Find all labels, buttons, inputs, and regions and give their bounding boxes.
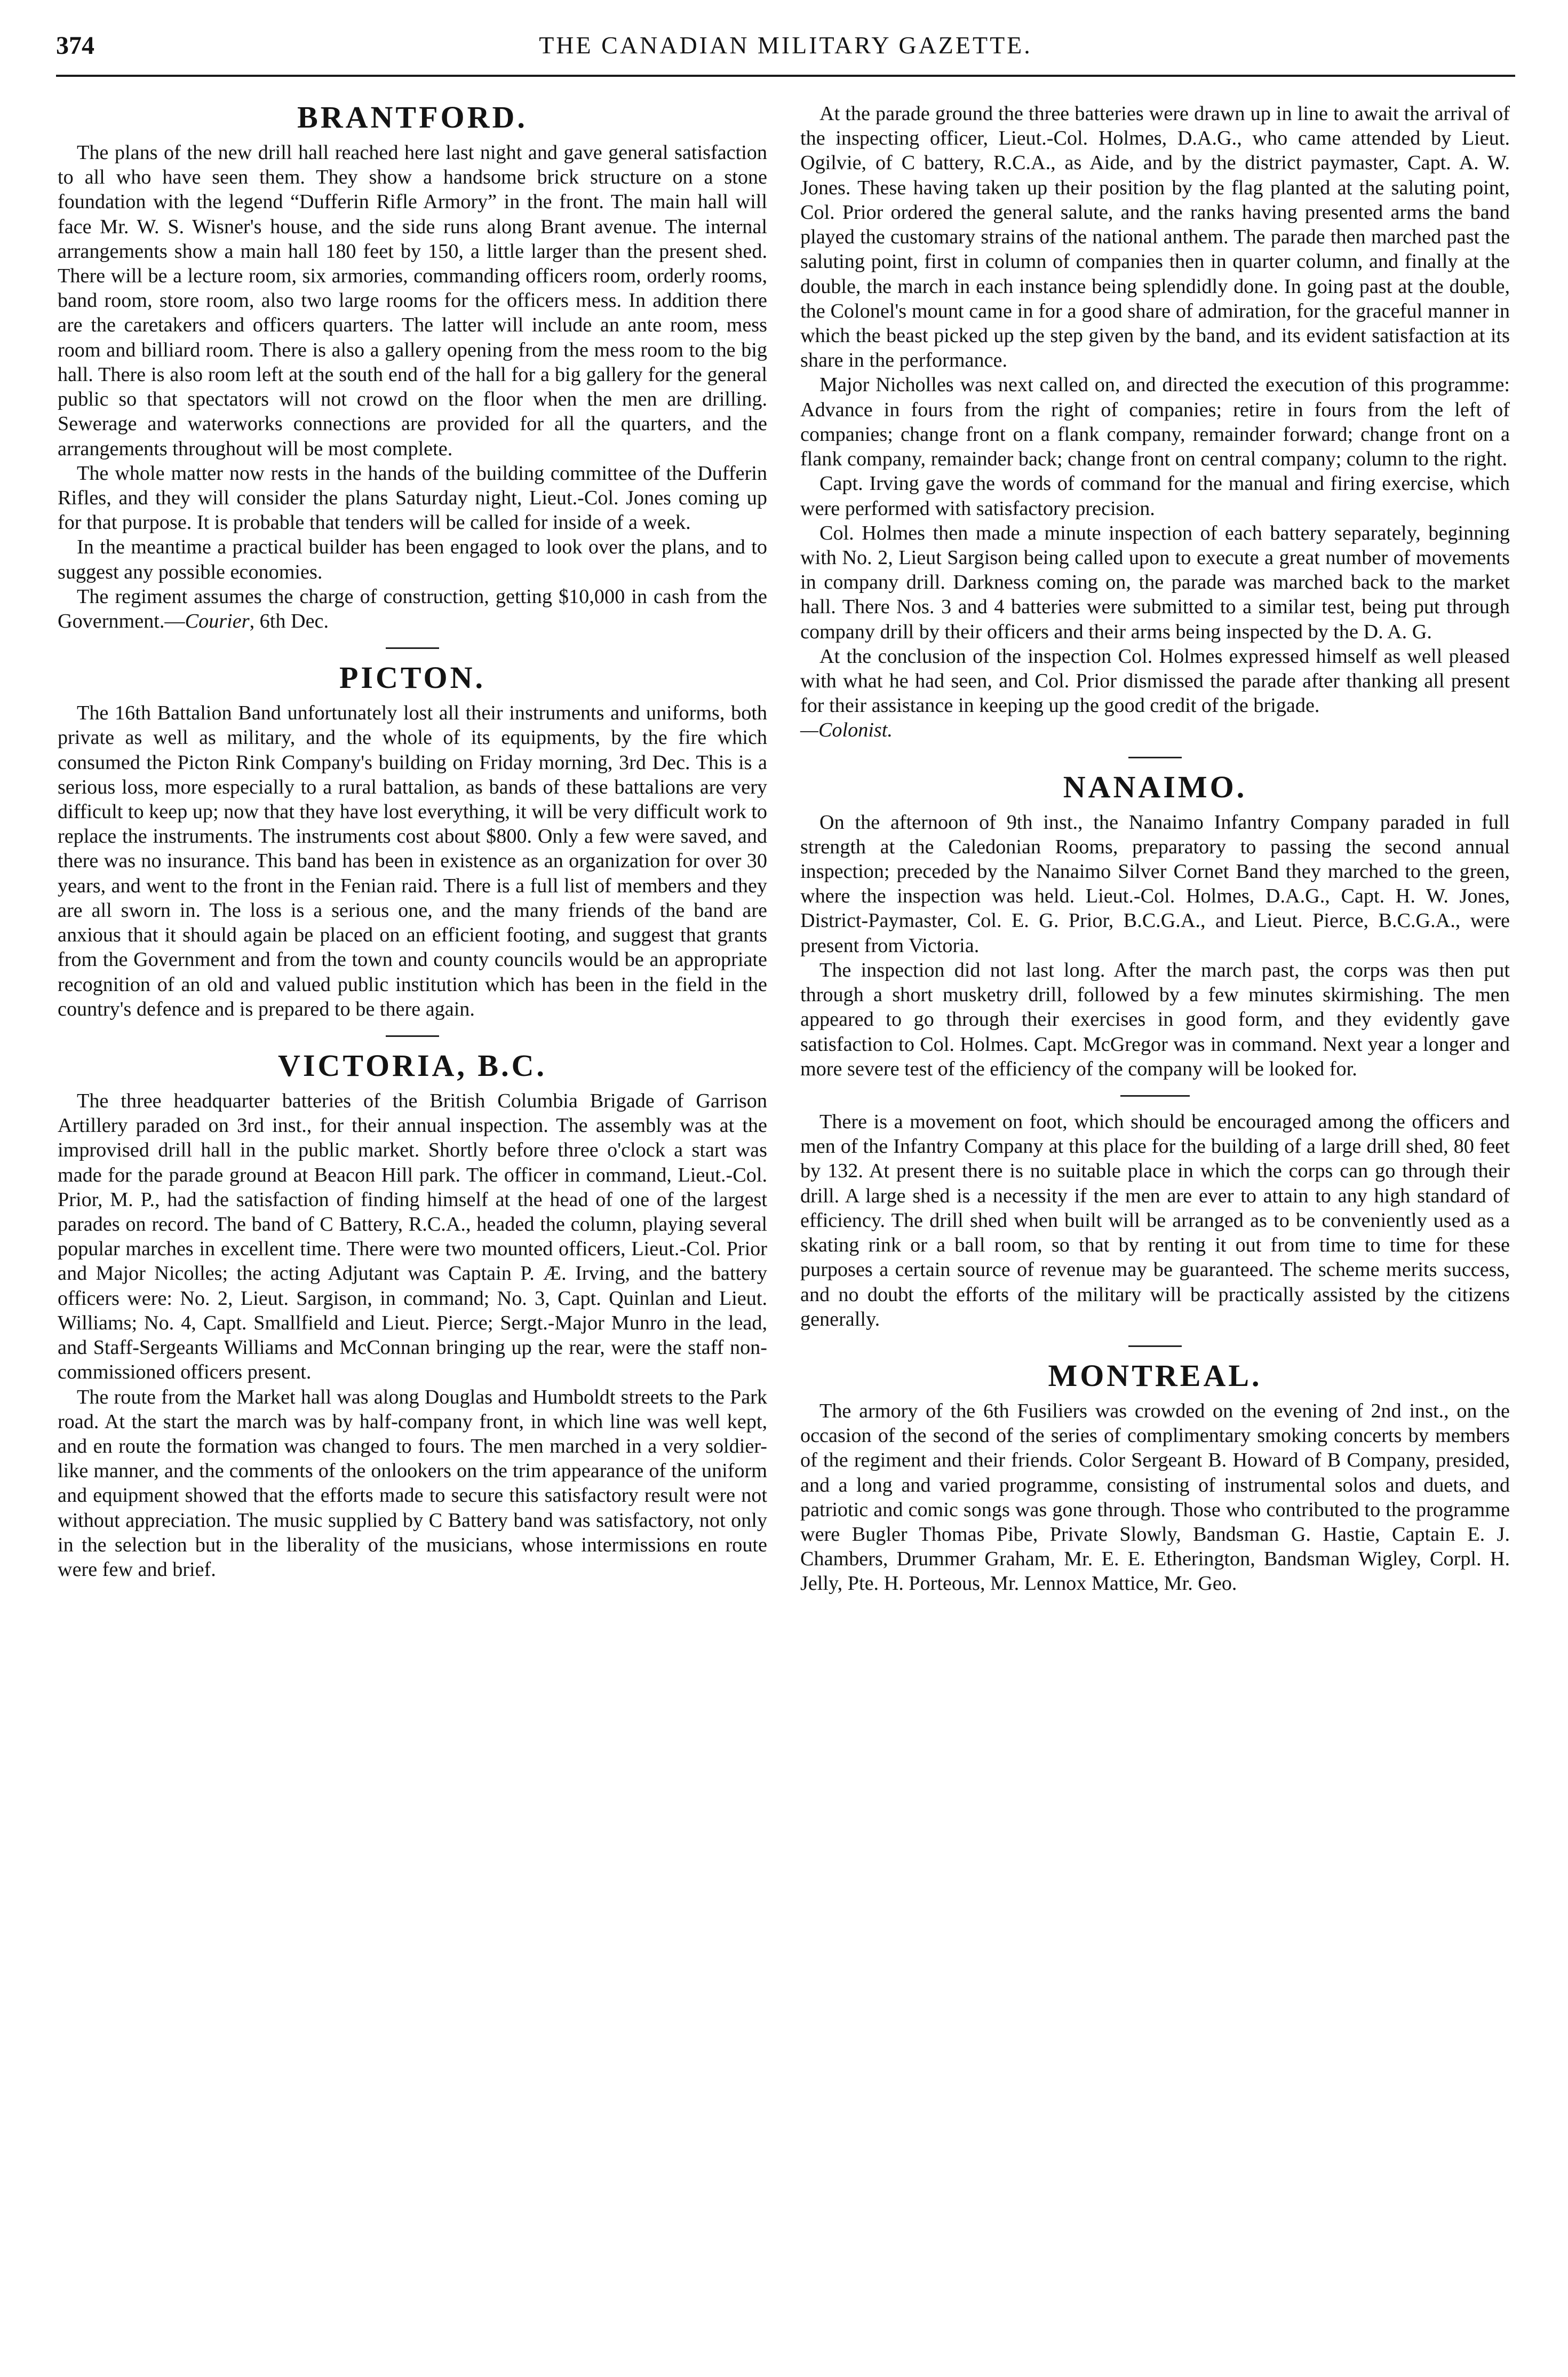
header-rule xyxy=(56,75,1515,77)
article-paragraph: The armory of the 6th Fusiliers was crowded on the evening of 2nd inst., on the occasion of the second of the series of complimentary smoking concerts by members of the regiment and their friends. Color Sergeant B. Howard of B Company, presided, and a long and varied programme, consisting of instrumental solos and duets, and patriotic and comic songs was gone through. Those who contributed to the programme were Bugler Thomas Pibe, Private Slowly, Bandsman G. Hastie, Captain E. J. Chambers, Drummer Graham, Mr. E. E. Etherington, Bandsman Wigley, Corpl. H. Jelly, Pte. H. Porteous, Mr. Lennox Mattice, Mr. Geo. xyxy=(800,1399,1510,1595)
article-picton xyxy=(58,662,767,1021)
article-paragraph: The route from the Market hall was along Douglas and Humboldt streets to the Park road. At the start the march was by half-company front, in which line was well kept, and en route the formation was changed to fours. The men marched in a very soldier-like manner, and the comments of the onlookers on the trim appearance of the uniform and equipment showed that the efforts made to secure this satisfactory result were not without appreciation. The music supplied by C Battery band was satisfactory, not only in the selection but in the liberality of the musicians, whose intermissions en route were few and brief. xyxy=(58,1385,767,1581)
article-text: The regiment assumes the charge of construction, getting $10,000 in cash from the Government.— xyxy=(58,585,767,633)
article-paragraph: The plans of the new drill hall reached here last night and gave general satisfaction to all who have seen them. They show a handsome brick structure on a stone foundation with the legend “Dufferin Rifle Armory” in the front. The main hall will face Mr. W. S. Wisner's house, and the side runs along Brant avenue. The internal arrangements show a main hall 180 feet by 150, a little larger than the present shed. There will be a lecture room, six armories, commanding officers room, orderly rooms, band room, store room, also two large rooms for the officers mess. In addition there are the caretakers and officers quarters. The latter will include an ante room, mess room and billiard room. There is also a gallery opening from the mess room to the big hall. There is also room left at the south end of the hall for a big gallery for the general public so that spectators will not crowd on the floor when the men are drilling. Sewerage and waterworks connections are provided for all the quarters, and the arrangements throughout will be most complete. xyxy=(58,141,767,460)
article-victoria xyxy=(58,1050,767,1582)
article-heading-brantford: BRANTFORD. xyxy=(297,100,528,134)
article-paragraph: The 16th Battalion Band unfortunately lost all their instruments and uniforms, both private as well as military, and the whole of its equipments, by the fire which consumed the Picton Rink Company's building on Friday morning, 3rd Dec. This is a serious loss, more especially to a rural battalion, as bands of these battalions are very difficult to keep up; now that they have lost everything, it will be very difficult work to replace the instruments. The instruments cost about $800. Only a few were saved, and there was no insurance. This band has been in existence as an organization for over 30 years, and went to the front in the Fenian raid. There is a full list of members and they are all sworn in. The loss is a serious one, and the many friends of the band are anxious that it should again be placed on an efficient footing, and suggest that grants from the Government and from the town and county councils would be an appropriate recognition of an old and valued public institution which has been in the field in the country's defence and is prepared to be there again. xyxy=(58,702,767,1020)
article-heading-nanaimo: NANAIMO. xyxy=(1063,769,1247,804)
article-heading-picton: PICTON. xyxy=(339,660,486,695)
article-paragraph: At the parade ground the three batteries were drawn up in line to await the arrival of the inspecting officer, Lieut.-Col. Holmes, D.A.G., who came attended by Lieut. Ogilvie, of C battery, R.C.A., as Aide, and by the district paymaster, Capt. A. W. Jones. These having taken up their position by the flag planted at the saluting point, Col. Prior ordered the general salute, and the ranks having presented arms the band played the customary strains of the national anthem. The parade then marched past the saluting point, first in column of companies then in quarter column, and finally at the double, the march in each instance being splendidly done. In going past at the double, the Colonel's mount came in for a good share of admiration, for the graceful manner in which the beast picked up the step given by the band, and its evident satisfaction at its share in the performance. xyxy=(800,102,1510,372)
section-divider xyxy=(386,647,439,649)
section-divider xyxy=(1128,757,1182,758)
source-credit: Courier xyxy=(185,610,250,633)
article-paragraph: Capt. Irving gave the words of command for the manual and firing exercise, which were performed with satisfactory precision. xyxy=(800,472,1510,520)
publication-title: THE CANADIAN MILITARY GAZETTE. xyxy=(539,31,1032,59)
left-column xyxy=(58,101,767,1582)
article-paragraph: There is a movement on foot, which should be encouraged among the officers and men of the Infantry Company at this place for the building of a large drill shed, 80 feet by 132. At present there is no suitable place in which the corps can go through their drill. A large shed is a necessity if the men are ever to attain to any high standard of efficiency. The drill shed when built will be arranged as to be conveniently used as a skating rink or a ball room, so that by renting it out from time to time for these purposes a certain source of revenue may be guaranteed. The scheme merits success, and no doubt the efforts of the military will be practically assisted by the citizens generally. xyxy=(800,1110,1510,1330)
article-paragraph: The whole matter now rests in the hands of the building committee of the Dufferin Rifles, and they will consider the plans Saturday night, Lieut.-Col. Jones coming up for that purpose. It is probable that tenders will be called for inside of a week. xyxy=(58,462,767,534)
article-paragraph: In the meantime a practical builder has been engaged to look over the plans, and to suggest any possible economies. xyxy=(58,536,767,583)
article-paragraph: Major Nicholles was next called on, and directed the execution of this programme: Advance in fours from the right of companies; retire in fours from the left of companies; change front on a flank company, remainder forward; change front on a flank company, remainder back; change front on central company; column to the right. xyxy=(800,374,1510,471)
right-column xyxy=(800,101,1510,1596)
article-montreal xyxy=(800,1360,1510,1596)
article-paragraph: The inspection did not last long. After the march past, the corps was then put through a short musketry drill, followed by a few minutes skirmishing. The men appeared to go through their exercises in good form, and they evidently gave satisfaction to Col. Holmes. Capt. McGregor was in command. Next year a longer and more severe test of the efficiency of the company will be looked for. xyxy=(800,958,1510,1080)
article-paragraph: Col. Holmes then made a minute inspection of each battery separately, beginning with No. 2, Lieut Sargison being called upon to execute a great number of movements in company drill. Darkness coming on, the parade was marched back to the market hall. There Nos. 3 and 4 batteries were submitted to a similar test, being put through company drill by their officers and their arms being inspected by the D. A. G. xyxy=(800,521,1510,643)
article-nanaimo xyxy=(800,771,1510,1332)
section-divider xyxy=(1128,1345,1182,1347)
article-paragraph: On the afternoon of 9th inst., the Nanaimo Infantry Company paraded in full strength at the Caledonian Rooms, preparatory to passing the second annual inspection; preceded by the Nanaimo Silver Cornet Band they marched to the green, where the inspection was held. Lieut.-Col. Holmes, D.A.G., Capt. H. W. Jones, District-Paymaster, Col. E. G. Prior, B.C.G.A., and Lieut. Pierce, B.C.G.A., were present from Victoria. xyxy=(800,811,1510,957)
source-date: , 6th Dec. xyxy=(249,610,329,633)
section-divider xyxy=(1120,1095,1190,1097)
article-heading-victoria: VICTORIA, B.C. xyxy=(277,1048,547,1083)
article-paragraph: At the conclusion of the inspection Col. Holmes expressed himself as well pleased with what he had seen, and Col. Prior dismissed the parade after thanking all present for their assistance in keeping up the good credit of the brigade. xyxy=(800,645,1510,717)
section-divider xyxy=(386,1035,439,1037)
page-number: 374 xyxy=(56,31,94,60)
article-victoria-continued xyxy=(800,101,1510,743)
article-paragraph xyxy=(58,584,767,633)
page-header xyxy=(56,31,1515,70)
source-credit: —Colonist. xyxy=(800,719,893,742)
article-paragraph: The three headquarter batteries of the British Columbia Brigade of Garrison Artillery paraded on 3rd inst., for their annual inspection. The assembly was at the improvised drill hall in the public market. Shortly before three o'clock a start was made for the parade ground at Beacon Hill park. The officer in command, Lieut.-Col. Prior, M. P., had the satisfaction of finding himself at the head of one of the largest parades on record. The band of C Battery, R.C.A., headed the column, playing several popular marches in excellent time. There were two mounted officers, Lieut.-Col. Prior and Major Nicolles; the acting Adjutant was Captain P. Æ. Irving, and the battery officers were: No. 2, Lieut. Sargison, in command; No. 3, Capt. Quinlan and Lieut. Williams; No. 4, Capt. Smallfield and Lieut. Pierce; Sergt.-Major Munro in the lead, and Staff-Sergeants Williams and McConnan bringing up the rear, were the staff non-commissioned officers present. xyxy=(58,1089,767,1384)
article-brantford xyxy=(58,101,767,633)
article-heading-montreal: MONTREAL. xyxy=(1048,1358,1262,1393)
